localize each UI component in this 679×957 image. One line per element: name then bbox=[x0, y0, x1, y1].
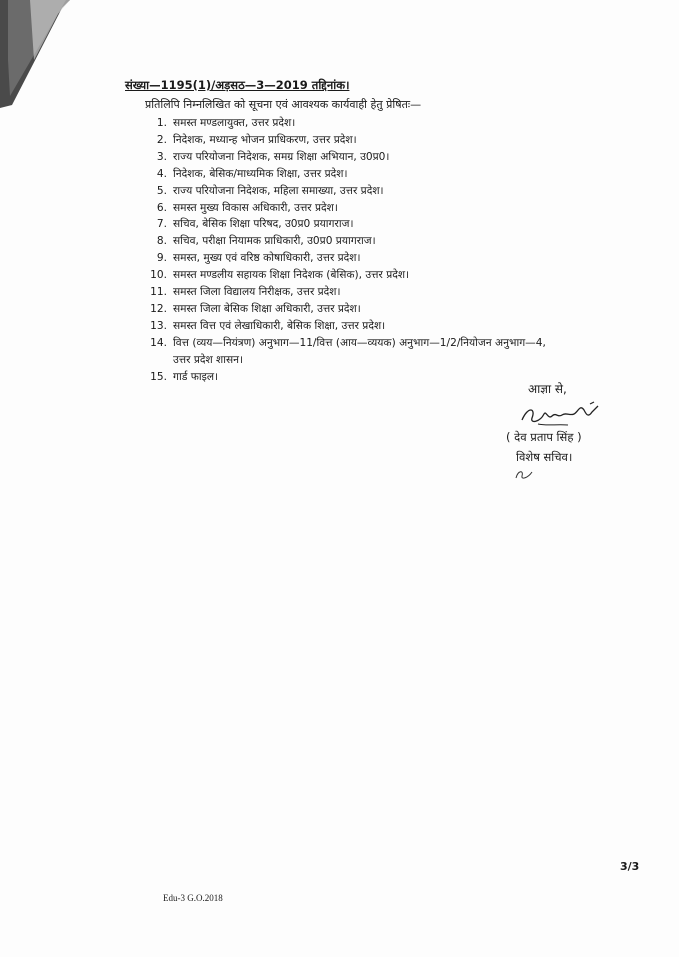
list-item: 14. वित्त (व्यय—नियंत्रण) अनुभाग—11/वित्त (आय—व्ययक) अनुभाग—1/2/नियोजन अनुभाग—4, उत्तर प्रदेश शासन। bbox=[140, 335, 546, 369]
page-number: 3/3 bbox=[620, 860, 640, 873]
reference-number: संख्या—1195(1)/अड़सठ—3—2019 तद्दिनांक। bbox=[125, 78, 350, 92]
list-item: 13. समस्त वित्त एवं लेखाधिकारी, बेसिक शिक्षा, उत्तर प्रदेश। bbox=[150, 319, 386, 332]
by-order-text: आज्ञा से, bbox=[528, 382, 567, 396]
initials-mark bbox=[514, 468, 534, 482]
copy-forwarded-intro: प्रतिलिपि निम्नलिखित को सूचना एवं आवश्यक कार्यवाही हेतु प्रेषितः— bbox=[145, 98, 422, 111]
list-item: 7. सचिव, बेसिक शिक्षा परिषद, उ0प्र0 प्रयागराज। bbox=[156, 218, 354, 231]
list-item: 3. राज्य परियोजना निदेशक, समग्र शिक्षा अभियान, उ0प्र0। bbox=[156, 150, 390, 163]
list-item: 6. समस्त मुख्य विकास अधिकारी, उत्तर प्रदेश। bbox=[156, 201, 338, 214]
list-item: 8. सचिव, परीक्षा नियामक प्राधिकारी, उ0प्र0 प्रयागराज। bbox=[156, 235, 376, 248]
list-item: 2. निदेशक, मध्यान्ह भोजन प्राधिकरण, उत्तर प्रदेश। bbox=[156, 133, 357, 146]
signer-designation: विशेष सचिव। bbox=[516, 450, 573, 464]
recipient-list bbox=[140, 115, 546, 386]
list-item-continuation: उत्तर प्रदेश शासन। bbox=[173, 353, 244, 366]
signer-name: ( देव प्रताप सिंह ) bbox=[506, 430, 582, 444]
list-item: 1. समस्त मण्डलायुक्त, उत्तर प्रदेश। bbox=[156, 117, 296, 129]
list-item: 10. समस्त मण्डलीय सहायक शिक्षा निदेशक (बेसिक), उत्तर प्रदेश। bbox=[150, 269, 410, 282]
list-item: 12. समस्त जिला बेसिक शिक्षा अधिकारी, उत्तर प्रदेश। bbox=[150, 302, 361, 315]
scan-corner-mark bbox=[0, 0, 80, 110]
footer-code: Edu-3 G.O.2018 bbox=[163, 893, 223, 903]
list-item: 15. गार्ड फाइल। bbox=[150, 370, 219, 383]
handwritten-signature bbox=[518, 400, 608, 432]
list-item: 11. समस्त जिला विद्यालय निरीक्षक, उत्तर प्रदेश। bbox=[150, 286, 341, 299]
list-item: 4. निदेशक, बेसिक/माध्यमिक शिक्षा, उत्तर प्रदेश। bbox=[156, 167, 348, 180]
list-item: 5. राज्य परियोजना निदेशक, महिला समाख्या, उत्तर प्रदेश। bbox=[156, 184, 384, 197]
list-item: 9. समस्त, मुख्य एवं वरिष्ठ कोषाधिकारी, उत्तर प्रदेश। bbox=[156, 252, 361, 265]
list-item-text: वित्त (व्यय—नियंत्रण) अनुभाग—11/वित्त (आय—व्ययक) अनुभाग—1/2/नियोजन अनुभाग—4, bbox=[173, 336, 546, 349]
